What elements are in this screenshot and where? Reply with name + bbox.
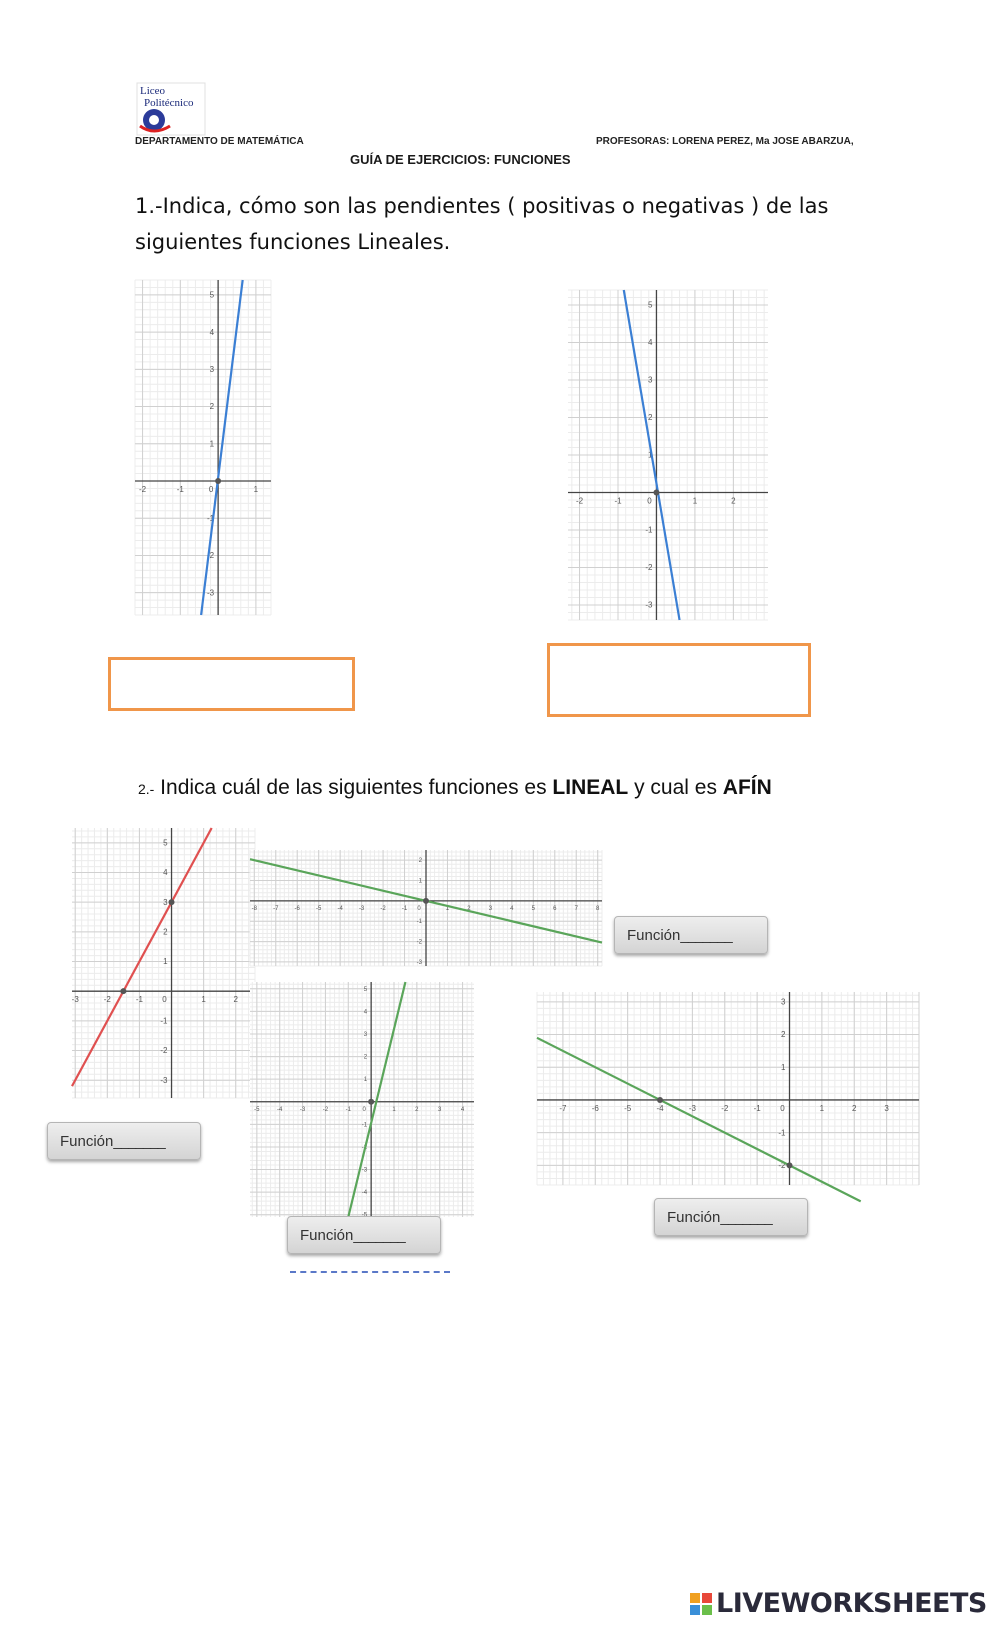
funcion-answer-field-3[interactable] xyxy=(287,1216,441,1254)
y-tick-label: 3 xyxy=(163,897,168,907)
question2-text-a: Indica cuál de las siguientes funciones es xyxy=(154,776,553,799)
x-tick-label: -7 xyxy=(273,905,279,912)
y-tick-label: 4 xyxy=(363,1009,368,1016)
x-tick-label: 5 xyxy=(531,905,535,912)
question2-number: 2.- xyxy=(138,781,155,797)
x-tick-label: 1 xyxy=(392,1106,396,1113)
funcion-blank: _______ xyxy=(353,1226,405,1244)
y-tick-label: -3 xyxy=(160,1075,168,1085)
liveworksheets-brand[interactable] xyxy=(690,1588,987,1619)
teachers-label: PROFESORAS: LORENA PEREZ, Ma JOSE ABARZUA, xyxy=(596,136,854,147)
graph-2 xyxy=(568,290,768,620)
x-tick-label: 0 xyxy=(162,995,167,1005)
y-tick-label: 5 xyxy=(209,290,215,300)
y-tick-label: 1 xyxy=(418,878,422,885)
x-tick-label: -1 xyxy=(135,995,143,1005)
intercept-point xyxy=(657,1097,663,1103)
y-tick-label: 3 xyxy=(781,997,786,1007)
x-tick-label: 3 xyxy=(884,1103,889,1113)
x-tick-label: 2 xyxy=(415,1106,419,1113)
x-tick-label: 4 xyxy=(460,1106,465,1113)
x-tick-label: 0 xyxy=(417,905,421,912)
y-tick-label: 2 xyxy=(363,1054,368,1061)
y-tick-label: 1 xyxy=(163,957,168,967)
brand-text: LIVEWORKSHEETS xyxy=(716,1588,987,1619)
logo-line1: Liceo xyxy=(140,85,166,97)
x-tick-label: -1 xyxy=(614,496,622,506)
x-tick-label: -5 xyxy=(316,905,322,912)
x-tick-label: 2 xyxy=(233,995,238,1005)
x-tick-label: -6 xyxy=(294,905,300,912)
y-tick-label: -1 xyxy=(416,919,422,926)
x-tick-label: 8 xyxy=(596,905,600,912)
x-tick-label: 0 xyxy=(647,496,652,506)
y-tick-label: -2 xyxy=(361,1144,368,1151)
graph-1 xyxy=(135,280,271,615)
intercept-point xyxy=(120,988,126,994)
y-tick-label: -1 xyxy=(160,1016,168,1026)
graph-6 xyxy=(537,992,919,1185)
y-tick-label: 3 xyxy=(363,1031,368,1038)
funcion-label: Función xyxy=(300,1226,354,1244)
x-tick-label: 0 xyxy=(780,1103,785,1113)
x-tick-label: -1 xyxy=(176,485,184,494)
x-tick-label: -2 xyxy=(322,1106,329,1113)
intercept-point xyxy=(368,1099,374,1105)
department-label: DEPARTAMENTO DE MATEMÁTICA xyxy=(135,136,304,147)
funcion-answer-field-4[interactable] xyxy=(654,1198,808,1236)
y-tick-label: 2 xyxy=(209,402,215,412)
dashed-underline xyxy=(290,1271,450,1273)
y-tick-label: 2 xyxy=(163,927,168,937)
y-tick-label: -1 xyxy=(206,513,215,523)
afin-keyword: AFÍN xyxy=(722,776,772,799)
y-tick-label: 5 xyxy=(163,838,168,848)
graph-5 xyxy=(250,982,474,1217)
y-tick-label: -2 xyxy=(645,563,653,573)
answer-box-2[interactable] xyxy=(547,643,811,717)
y-tick-label: -2 xyxy=(778,1161,786,1171)
x-tick-label: -3 xyxy=(688,1103,696,1113)
x-tick-label: 0 xyxy=(208,485,214,494)
x-tick-label: -2 xyxy=(380,905,386,912)
x-tick-label: -3 xyxy=(358,905,365,912)
y-tick-label: -1 xyxy=(778,1128,786,1138)
y-tick-label: 1 xyxy=(781,1062,786,1072)
y-tick-label: -3 xyxy=(645,600,653,610)
question1-line2: siguientes funciones Lineales. xyxy=(135,230,451,254)
liveworksheets-logo-icon xyxy=(690,1593,712,1615)
school-logo xyxy=(136,82,206,136)
y-tick-label: 2 xyxy=(418,858,422,865)
y-tick-label: 4 xyxy=(163,868,168,878)
x-tick-label: 4 xyxy=(510,905,514,912)
y-tick-label: 3 xyxy=(209,365,215,374)
question2-text xyxy=(138,776,772,800)
y-tick-label: 2 xyxy=(648,413,653,423)
intercept-point xyxy=(787,1162,793,1168)
y-tick-label: -2 xyxy=(206,551,215,561)
x-tick-label: -4 xyxy=(337,905,343,912)
x-tick-label: 3 xyxy=(438,1106,442,1113)
x-tick-label: -4 xyxy=(656,1103,664,1113)
y-tick-label: -2 xyxy=(416,939,422,946)
x-tick-label: 7 xyxy=(574,905,578,912)
x-tick-label: -2 xyxy=(103,995,111,1005)
intercept-point xyxy=(215,478,221,484)
y-tick-label: 2 xyxy=(781,1030,786,1040)
x-tick-label: -4 xyxy=(277,1106,283,1113)
y-tick-label: 5 xyxy=(363,986,368,993)
y-tick-label: -1 xyxy=(645,525,653,535)
x-tick-label: 0 xyxy=(362,1106,366,1113)
x-tick-label: 2 xyxy=(852,1103,857,1113)
x-tick-label: 2 xyxy=(731,496,736,506)
answer-box-1[interactable] xyxy=(108,657,355,711)
x-tick-label: 1 xyxy=(819,1103,825,1113)
y-tick-label: -3 xyxy=(361,1167,368,1174)
y-tick-label: 1 xyxy=(648,450,653,460)
logo-line2: Politécnico xyxy=(144,97,194,109)
y-tick-label: 4 xyxy=(648,338,653,348)
x-tick-label: -2 xyxy=(138,485,147,494)
x-tick-label: -2 xyxy=(721,1103,729,1113)
y-tick-label: -1 xyxy=(361,1122,368,1129)
x-tick-label: 6 xyxy=(553,905,557,912)
funcion-blank: _______ xyxy=(113,1132,165,1150)
funcion-answer-field-1[interactable] xyxy=(614,916,768,954)
x-tick-label: -1 xyxy=(753,1103,761,1113)
x-tick-label: 3 xyxy=(488,905,493,912)
x-tick-label: -1 xyxy=(345,1106,351,1113)
x-tick-label: -3 xyxy=(299,1106,306,1113)
y-tick-label: 4 xyxy=(209,327,215,337)
x-tick-label: 1 xyxy=(253,485,259,494)
y-tick-label: 1 xyxy=(363,1077,368,1084)
y-tick-label: 5 xyxy=(648,300,653,310)
y-tick-label: 3 xyxy=(648,375,653,385)
funcion-blank: _______ xyxy=(680,926,732,944)
x-tick-label: 2 xyxy=(467,905,471,912)
x-tick-label: 1 xyxy=(445,905,450,912)
lineal-keyword: LINEAL xyxy=(552,776,629,799)
x-tick-label: -1 xyxy=(401,905,408,912)
funcion-label: Función xyxy=(667,1208,721,1226)
y-tick-label: -3 xyxy=(416,959,422,966)
y-tick-label: 1 xyxy=(209,439,215,449)
guide-title: GUÍA DE EJERCICIOS: FUNCIONES xyxy=(350,152,571,167)
question2-text-b: y cual es xyxy=(628,776,723,799)
x-tick-label: 1 xyxy=(692,496,698,506)
funcion-blank: _______ xyxy=(720,1208,772,1226)
intercept-point xyxy=(653,490,659,496)
funcion-label: Función xyxy=(60,1132,114,1150)
y-tick-label: -2 xyxy=(160,1046,168,1056)
y-tick-label: -3 xyxy=(206,588,215,598)
graph-4 xyxy=(250,850,602,966)
y-tick-label: -4 xyxy=(361,1190,368,1197)
funcion-label: Función xyxy=(627,926,681,944)
intercept-point xyxy=(423,898,429,904)
x-tick-label: -3 xyxy=(71,995,79,1005)
x-tick-label: -6 xyxy=(591,1103,599,1113)
question1-line1: 1.-Indica, cómo son las pendientes ( positivas o negativas ) de las xyxy=(135,194,829,218)
x-tick-label: 1 xyxy=(201,995,206,1005)
x-tick-label: -5 xyxy=(624,1103,632,1113)
graph-3 xyxy=(72,828,255,1098)
x-tick-label: -5 xyxy=(254,1106,260,1113)
x-tick-label: -8 xyxy=(251,905,257,912)
funcion-answer-field-2[interactable] xyxy=(47,1122,201,1160)
x-tick-label: -2 xyxy=(575,496,584,506)
x-tick-label: -7 xyxy=(559,1103,567,1113)
intercept-point xyxy=(169,899,175,905)
